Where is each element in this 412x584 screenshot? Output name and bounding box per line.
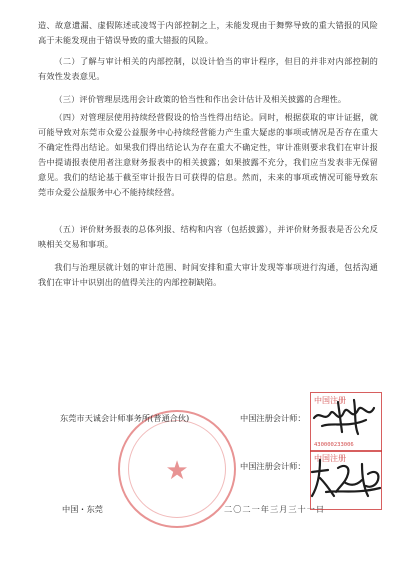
report-date: 二〇二一年三月三十一日 <box>224 504 326 514</box>
paragraph-going-concern: （四）对管理层使用持续经营假设的恰当性得出结论。同时，根据获取的审计证据，就可能导致对东莞市众爱公益服务中心持续经营能力产生重大疑虑的事项或情况是否存在重大不确定性得出结论。如果我们得出结论认为存在重大不确定性，审计准则要求我们在审计报告中提请报表使用者注意财务报表中的相关披露；如果披露不充分，我们应当发表非无保留意见。我们的结论基于截至审计报告日可获得的信息。然而，未来的事项或情况可能导致东莞市众爱公益服务中心不能持续经营。 <box>38 112 378 197</box>
paragraph-overall-presentation: （五）评价财务报表的总体列报、结构和内容（包括披露），并评价财务报表是否公允反映相关交易和事项。 <box>38 224 378 249</box>
cpa-label-1: 中国注册会计师： <box>240 413 306 423</box>
cpa-label-2: 中国注册会计师： <box>240 461 306 471</box>
paragraph-accounting-policy: （三）评价管理层选用会计政策的恰当性和作出会计估计及相关披露的合理性。 <box>54 94 347 104</box>
star-icon: ★ <box>165 456 189 486</box>
location: 中国・东莞 <box>62 504 103 514</box>
paragraph-internal-control: （二）了解与审计相关的内部控制，以设计恰当的审计程序，但目的并非对内部控制的有效性发表意见。 <box>38 56 378 81</box>
firm-seal-stamp <box>118 410 236 528</box>
cpa-stamp-1-number: 430000233006 <box>314 442 354 448</box>
cpa-signature-2 <box>306 452 390 504</box>
cpa-stamp-1-title: 中国注册 <box>314 396 346 405</box>
cpa-signature-1 <box>308 392 388 442</box>
firm-name: 东莞市天诚会计师事务所(普通合伙) <box>60 413 190 423</box>
paragraph-governance-communication: 我们与治理层就计划的审计范围、时间安排和重大审计发现等事项进行沟通，包括沟通我们在审计中识别出的值得关注的内部控制缺陷。 <box>38 262 378 287</box>
paragraph-fraud-risk: 造、故意遗漏、虚假陈述或凌驾于内部控制之上，未能发现由于舞弊导致的重大错报的风险高于未能发现由于错误导致的重大错报的风险。 <box>38 20 378 45</box>
cpa-stamp-2-title: 中国注册 <box>314 454 346 463</box>
